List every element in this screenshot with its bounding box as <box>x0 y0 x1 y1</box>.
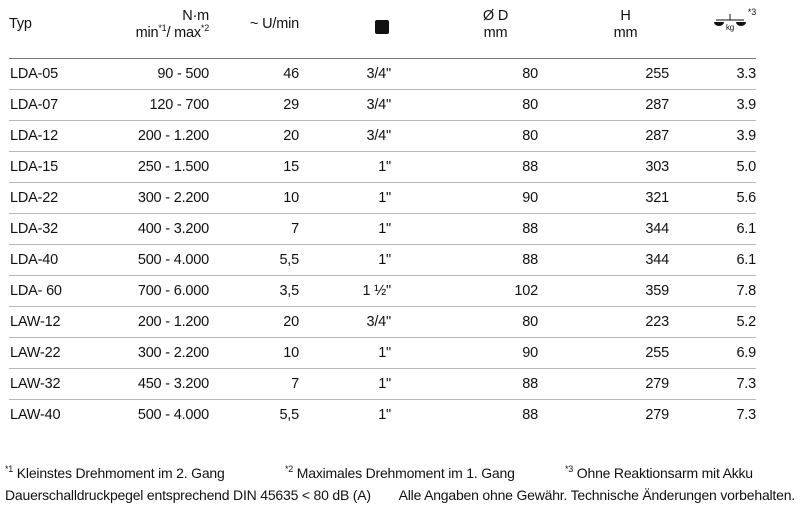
cell-speed: 10 <box>283 344 299 361</box>
header-weight: kg *3 <box>669 4 756 58</box>
cell-weight: 6.1 <box>736 251 756 268</box>
cell-weight: 3.3 <box>736 65 756 82</box>
footnote-2: $^{*2}$ Maximales Drehmoment im 1. Gang <box>285 464 515 481</box>
cell-height: 223 <box>645 313 669 330</box>
cell-drive: 3/4" <box>366 96 391 113</box>
cell-height: 255 <box>645 344 669 361</box>
cell-diameter: 80 <box>522 65 538 82</box>
table-header <box>9 4 756 58</box>
cell-drive: 1" <box>378 220 391 237</box>
cell-speed: 5,5 <box>279 406 299 423</box>
cell-speed: 7 <box>291 375 299 392</box>
cell-weight: 5.0 <box>736 158 756 175</box>
cell-diameter: 88 <box>522 158 538 175</box>
cell-torque: 300 - 2.200 <box>137 189 209 206</box>
footnotes <box>5 465 795 483</box>
cell-drive: 1 ½" <box>362 282 391 299</box>
square-drive-icon <box>375 20 389 34</box>
cell-typ: LDA-12 <box>10 127 58 144</box>
table-row <box>9 306 756 337</box>
cell-drive: 3/4" <box>366 313 391 330</box>
cell-speed: 46 <box>283 65 299 82</box>
cell-typ: LAW-32 <box>10 375 61 392</box>
cell-typ: LAW-40 <box>10 406 61 423</box>
cell-speed: 7 <box>291 220 299 237</box>
cell-weight: 6.9 <box>736 344 756 361</box>
cell-speed: 29 <box>283 96 299 113</box>
cell-height: 321 <box>645 189 669 206</box>
cell-diameter: 88 <box>522 220 538 237</box>
cell-height: 344 <box>645 220 669 237</box>
table-row <box>9 58 756 89</box>
header-typ: Typ <box>9 16 32 32</box>
cell-diameter: 80 <box>522 313 538 330</box>
cell-torque: 200 - 1.200 <box>137 127 209 144</box>
cell-speed: 3,5 <box>279 282 299 299</box>
cell-typ: LAW-12 <box>10 313 61 330</box>
cell-height: 303 <box>645 158 669 175</box>
scale-kg-icon <box>713 12 747 32</box>
cell-torque: 120 - 700 <box>149 96 209 113</box>
cell-torque: 400 - 3.200 <box>137 220 209 237</box>
cell-typ: LDA-32 <box>10 220 58 237</box>
cell-speed: 20 <box>283 127 299 144</box>
cell-diameter: 80 <box>522 96 538 113</box>
cell-drive: 1" <box>378 158 391 175</box>
cell-typ: LDA-40 <box>10 251 58 268</box>
cell-height: 287 <box>645 96 669 113</box>
table-row <box>9 213 756 244</box>
header-torque <box>109 4 209 58</box>
footnote-3: $^{*3}$ Ohne Reaktionsarm mit Akku <box>565 464 753 481</box>
cell-height: 287 <box>645 127 669 144</box>
cell-torque: 250 - 1.500 <box>137 158 209 175</box>
table-row <box>9 368 756 399</box>
table-row <box>9 399 756 430</box>
cell-weight: 3.9 <box>736 96 756 113</box>
cell-drive: 1" <box>378 375 391 392</box>
spec-table <box>9 4 756 430</box>
cell-torque: 500 - 4.000 <box>137 251 209 268</box>
header-height: H mm <box>613 8 638 41</box>
cell-torque: 300 - 2.200 <box>137 344 209 361</box>
cell-diameter: 88 <box>522 406 538 423</box>
table-row <box>9 182 756 213</box>
header-diameter: Ø D mm <box>482 8 509 41</box>
table-row <box>9 244 756 275</box>
cell-torque: 450 - 3.200 <box>137 375 209 392</box>
cell-drive: 1" <box>378 344 391 361</box>
table-body <box>9 58 756 430</box>
cell-typ: LDA-22 <box>10 189 58 206</box>
cell-torque: 700 - 6.000 <box>137 282 209 299</box>
cell-weight: 5.6 <box>736 189 756 206</box>
cell-diameter: 88 <box>522 251 538 268</box>
table-row <box>9 151 756 182</box>
cell-drive: 1" <box>378 251 391 268</box>
cell-drive: 1" <box>378 406 391 423</box>
cell-typ: LDA-07 <box>10 96 58 113</box>
cell-typ: LDA- 60 <box>10 282 62 299</box>
table-row <box>9 275 756 306</box>
cell-speed: 20 <box>283 313 299 330</box>
cell-diameter: 90 <box>522 189 538 206</box>
header-drive <box>299 4 409 58</box>
cell-drive: 3/4" <box>366 127 391 144</box>
svg-text:kg: kg <box>725 23 734 32</box>
cell-typ: LDA-15 <box>10 158 58 175</box>
cell-weight: 6.1 <box>736 220 756 237</box>
header-torque-unit: N·m <box>182 8 209 24</box>
cell-weight: 7.3 <box>736 406 756 423</box>
cell-height: 279 <box>645 375 669 392</box>
table-row <box>9 337 756 368</box>
cell-speed: 5,5 <box>279 251 299 268</box>
cell-weight: 3.9 <box>736 127 756 144</box>
cell-drive: 3/4" <box>366 65 391 82</box>
cell-diameter: 90 <box>522 344 538 361</box>
cell-torque: 500 - 4.000 <box>137 406 209 423</box>
cell-diameter: 102 <box>514 282 538 299</box>
cell-typ: LAW-22 <box>10 344 61 361</box>
cell-drive: 1" <box>378 189 391 206</box>
cell-weight: 7.8 <box>736 282 756 299</box>
table-row <box>9 120 756 151</box>
cell-weight: 5.2 <box>736 313 756 330</box>
cell-height: 255 <box>645 65 669 82</box>
cell-torque: 200 - 1.200 <box>137 313 209 330</box>
cell-diameter: 88 <box>522 375 538 392</box>
cell-diameter: 80 <box>522 127 538 144</box>
noise-note: Dauerschalldruckpegel entsprechend DIN 45635 < 80 dB (A) <box>5 487 371 503</box>
cell-weight: 7.3 <box>736 375 756 392</box>
footnote-1: $^{*1}$ Kleinstes Drehmoment im 2. Gang <box>5 464 225 481</box>
cell-height: 279 <box>645 406 669 423</box>
notes-row <box>5 487 795 505</box>
cell-speed: 10 <box>283 189 299 206</box>
table-row <box>9 89 756 120</box>
cell-torque: 90 - 500 <box>157 65 209 82</box>
header-speed: ~ U/min <box>250 16 299 32</box>
disclaimer-note: Alle Angaben ohne Gewähr. Technische Änderungen vorbehalten. <box>398 487 795 503</box>
cell-height: 359 <box>645 282 669 299</box>
header-torque-range: $\min^{*1}/$ $\max^{*2}$ <box>135 23 209 41</box>
cell-height: 344 <box>645 251 669 268</box>
cell-typ: LDA-05 <box>10 65 58 82</box>
cell-speed: 15 <box>283 158 299 175</box>
